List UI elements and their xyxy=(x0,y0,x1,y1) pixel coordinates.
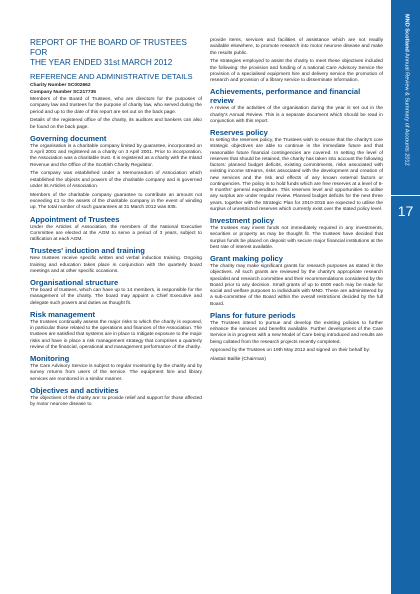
sidebar-divider xyxy=(391,195,420,196)
monitoring-heading: Monitoring xyxy=(30,354,70,364)
report-title-line-1: REPORT OF THE BOARD OF TRUSTEES FOR xyxy=(30,38,187,57)
right-column xyxy=(210,38,383,364)
reference-paragraph-1: Members of the Board of Trustees, who are directors for the purposes of company law and trustees for the purpose of charity law, who served during the period and up to the date of this report are set out on the back page. xyxy=(30,97,202,115)
signatory: Alastair Baillie (Chairman) xyxy=(210,357,266,363)
charity-number: Charity Number SC002662 xyxy=(30,82,91,88)
page-number: 17 xyxy=(397,203,414,219)
plans-paragraph: The Trustees intend to pursue and develop the existing policies to further enhance the services and benefits available. Further development of the Care Service is in progress with a new Model of Care being introduced and results are being collated from the research projects recently completed. xyxy=(210,320,383,345)
reserves-heading: Reserves policy xyxy=(210,128,268,138)
approval-paragraph: Approved by the Trustees on 19th May 2012 and signed on their behalf by: xyxy=(210,348,371,354)
report-title xyxy=(30,38,202,68)
sidebar-org-name: MND Scotland xyxy=(403,14,409,52)
monitoring-paragraph: The Care Advisory Service is subject to regular monitoring by the charity and by survey returns from users of the service. The equipment hire and library services are monitored in a similar manner. xyxy=(30,364,202,382)
achievements-heading: Achievements, performance and financial review xyxy=(210,87,361,106)
reference-paragraph-2: Details of the registered office of the charity, its auditors and bankers can also be found on the back page. xyxy=(30,118,202,130)
grant-heading: Grant making policy xyxy=(210,254,284,264)
left-column xyxy=(30,38,202,411)
risk-paragraph: The trustees continually assess the major risks to which the charity is exposed, in particular those related to the operations and finances of the Association. The trustees are satisfied that systems are in place to mitigate exposure to the major risks and have in place a risk management strategy that comprises a quarterly review of the financial, operational and management performance of the charity. xyxy=(30,319,202,350)
sidebar xyxy=(391,0,420,594)
objectives-paragraph: The objectives of the charity are: to provide relief and support for those affected by motor neurone disease to xyxy=(30,395,202,408)
sidebar-doc-title: Annual Review & Summary of Accounts 2012 xyxy=(403,51,409,166)
plans-heading: Plans for future periods xyxy=(210,310,296,320)
report-title-line-2: THE YEAR ENDED 31st MARCH 2012 xyxy=(30,58,173,67)
induction-heading: Trustees' induction and training xyxy=(30,246,145,256)
induction-paragraph: New trustees receive specific written and verbal induction training. Ongoing training and education takes place in conjunction with the quarterly board meetings and at other specific occasions. xyxy=(30,256,202,274)
company-number: Company Number SC217735 xyxy=(30,89,96,95)
reserves-paragraph: In setting the reserves policy, the Trustees wish to ensure that the charity's core strategic objectives are able to continue in the immediate future and that reasonable future financial contingencies are covered. In setting the level of reserves that should be retained, the charity has taken into account the following factors: planned budget deficits, existing commitments, risks associated with existing income streams, risks associated with the development and creation of new services and the risk and effects of any known external factors or contingencies. The policy is to hold funds which are free reserves at a level of 6-9 months' general expenditure. This reserves level and opportunities to utilise any surplus are under regular review. Planned budget deficits for the next three years, together with the Strategic Plan for 2010-2015 are expected to utilise the surplus of unrestricted reserves which currently exist over the stated policy level. xyxy=(210,138,383,212)
governing-paragraph-2: The company was established under a Memorandum of Association which established the objects and powers of the charitable company and is governed under its Articles of Association. xyxy=(30,171,202,189)
appointment-paragraph: Under the Articles of Association, the members of the National Executive Committee are elected at the AGM to serve a period of 3 years, subject to ratification at each AGM. xyxy=(30,224,202,243)
organisational-paragraph: The board of trustees, which can have up to 14 members, is responsible for the management of the charity. The board may appoint a Chief Executive and delegate such powers and duties as thought fit. xyxy=(30,288,202,306)
objectives-heading: Objectives and activities xyxy=(30,385,119,395)
organisational-heading: Organisational structure xyxy=(30,278,119,288)
objectives-continued-paragraph-2: The strategies employed to assist the charity to meet these objectives included the following: the provision and funding of a national Care Advisory Service the provision of a specialised equipment hire and delivery service the promotion of research and provision of a library service to disseminate information. xyxy=(210,59,383,84)
grant-paragraph: The charity may make significant grants for research purposes as stated in the objectives. All such grants are reviewed by the charity's appropriate research specialist and research committee and their recommendations considered by the Board prior to any decision. Small grants of up to £600 each may be made for social and welfare purposes to individuals with MND. These are administered by a sub-committee of the Board within the overall restrictions decided by the full Board. xyxy=(210,264,383,307)
sidebar-running-title xyxy=(402,14,409,166)
governing-paragraph-1: The organisation is a charitable company limited by guarantee, incorporated on 3 April 2001 and registered as a charity on 3 April 2001. Prior to incorporation, the Association was a charitable trust. It is registered as a charity with the Inland Revenue and the Office of the Scottish Charity Regulator. xyxy=(30,143,202,168)
objectives-continued-paragraph-1: provide items, services and facilities of assistance which are not readily available elsewhere, to promote research into motor neurone disease and make the results public. xyxy=(210,38,383,56)
investment-paragraph: The trustees may invest funds not immediately required in any investments, securities or property as may be thought fit. The trustees have decided that surplus funds be placed on deposit with secure major financial institutions at the best rate of interest available. xyxy=(210,226,383,250)
governing-document-heading: Governing document xyxy=(30,133,107,143)
risk-heading: Risk management xyxy=(30,309,95,319)
reference-heading: REFERENCE AND ADMINISTRATIVE DETAILS xyxy=(30,72,193,81)
achievements-paragraph: A review of the activities of the organisation during the year is set out in the charity's Annual Review. This is a separate document which should be read in conjunction with this report. xyxy=(210,106,383,124)
appointment-heading: Appointment of Trustees xyxy=(30,214,120,224)
governing-paragraph-3: Members of the charitable company guarantee to contribute an amount not exceeding £1 to the assets of the charitable company in the event of winding up. The total number of such guarantees at 31 March 2012 was 835. xyxy=(30,192,202,211)
investment-heading: Investment policy xyxy=(210,216,275,226)
